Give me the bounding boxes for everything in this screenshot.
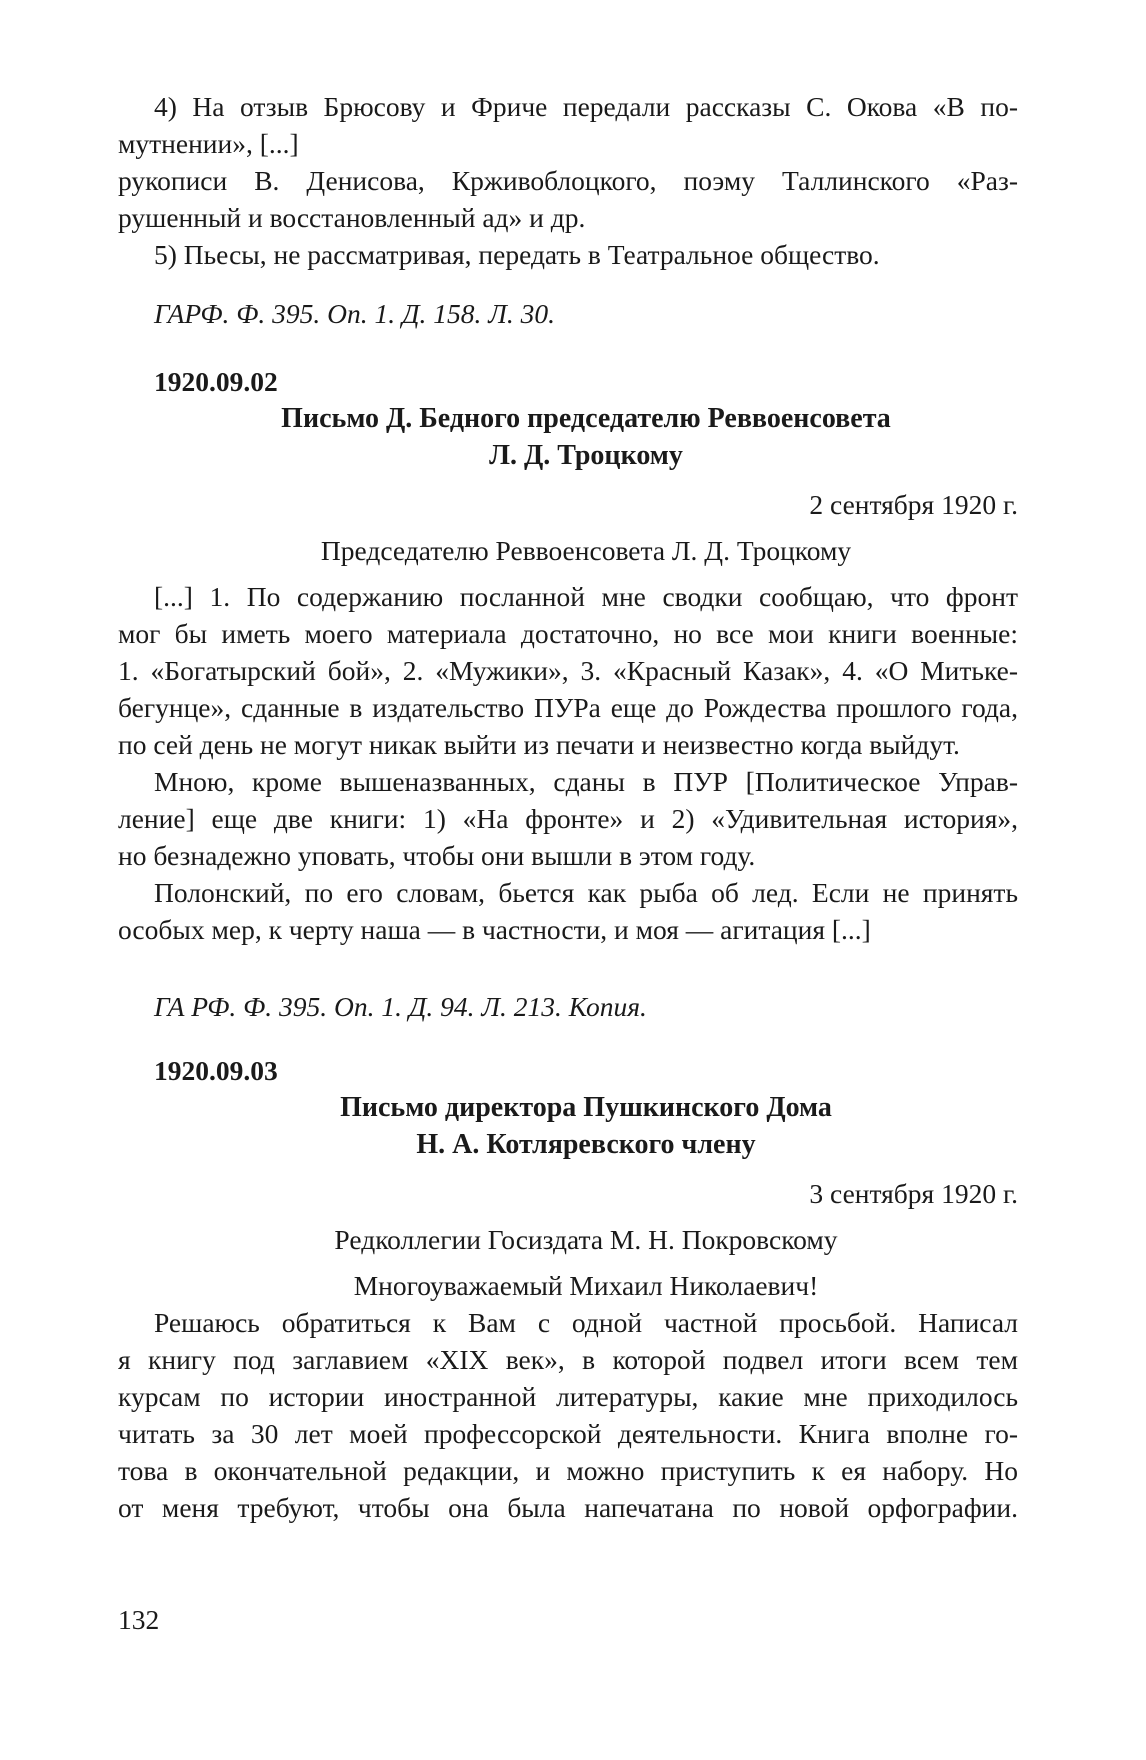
doc1-source-citation: ГА РФ. Ф. 395. Оп. 1. Д. 94. Л. 213. Копия. bbox=[154, 991, 647, 1022]
intro-line-3: рукописи В. Денисова, Крживоблоцкого, поэму Таллинского «Раз- bbox=[118, 165, 1018, 196]
intro-line-5: 5) Пьесы, не рассматривая, передать в Театральное общество. bbox=[154, 239, 880, 270]
doc2-line-6: от меня требуют, чтобы она была напечатана по новой орфографии. bbox=[118, 1492, 1018, 1523]
doc2-line-3: курсам по истории иностранной литературы, какие мне приходилось bbox=[118, 1381, 1018, 1412]
intro-source-citation: ГАРФ. Ф. 395. Оп. 1. Д. 158. Л. 30. bbox=[154, 298, 556, 329]
doc1-line-7: ление] еще две книги: 1) «На фронте» и 2) «Удивительная история», bbox=[118, 803, 1018, 834]
doc1-addressee: Председателю Реввоенсовета Л. Д. Троцкому bbox=[320, 535, 852, 566]
intro-line-1: 4) На отзыв Брюсову и Фриче передали рассказы С. Окова «В по- bbox=[154, 91, 1018, 122]
doc2-title-line-2: Н. А. Котляревского члену bbox=[416, 1129, 756, 1160]
doc2-line-4: читать за 30 лет моей профессорской деятельности. Книга вполне го- bbox=[118, 1418, 1018, 1449]
page-number: 132 bbox=[118, 1604, 160, 1635]
doc2-body bbox=[118, 1304, 1018, 1526]
doc2-code: 1920.09.03 bbox=[154, 1055, 278, 1086]
doc2-salutation: Многоуважаемый Михаил Николаевич! bbox=[353, 1270, 819, 1301]
doc1-line-3: 1. «Богатырский бой», 2. «Мужики», 3. «Красный Казак», 4. «О Митьке- bbox=[118, 655, 1018, 686]
doc1-title-line-1: Письмо Д. Бедного председателю Реввоенсовета bbox=[281, 403, 891, 434]
doc1-line-1: [...] 1. По содержанию посланной мне сводки сообщаю, что фронт bbox=[154, 581, 1018, 612]
doc1-line-6: Мною, кроме вышеназванных, сданы в ПУР [Политическое Управ- bbox=[154, 766, 1018, 797]
doc2-line-1: Решаюсь обратиться к Вам с одной частной просьбой. Написал bbox=[154, 1307, 1018, 1338]
doc1-body bbox=[118, 578, 1018, 948]
doc2-date: 3 сентября 1920 г. bbox=[809, 1178, 1018, 1209]
doc1-code: 1920.09.02 bbox=[154, 366, 278, 397]
doc1-date: 2 сентября 1920 г. bbox=[809, 489, 1018, 520]
page-body bbox=[118, 88, 1018, 1526]
doc1-title-line-2: Л. Д. Троцкому bbox=[489, 440, 683, 471]
doc1-line-2: мог бы иметь моего материала достаточно, но все мои книги военные: bbox=[118, 618, 1018, 649]
doc1-line-9: Полонский, по его словам, бьется как рыба об лед. Если не принять bbox=[154, 877, 1018, 908]
intro-block bbox=[118, 88, 1018, 273]
doc2-line-5: това в окончательной редакции, и можно приступить к ея набору. Но bbox=[118, 1455, 1018, 1486]
intro-line-4: рушенный и восстановленный ад» и др. bbox=[118, 202, 586, 233]
doc2-title-line-1: Письмо директора Пушкинского Дома bbox=[340, 1092, 832, 1123]
doc1-line-8: но безнадежно уповать, чтобы они вышли в этом году. bbox=[118, 840, 756, 871]
doc1-line-4: бегунце», сданные в издательство ПУРа еще до Рождества прошлого года, bbox=[118, 692, 1018, 723]
intro-line-2: мутнении», [...] bbox=[118, 128, 299, 159]
doc1-line-5: по сей день не могут никак выйти из печати и неизвестно когда выйдут. bbox=[118, 729, 960, 760]
doc1-line-10: особых мер, к черту наша — в частности, и моя — агитация [...] bbox=[118, 914, 871, 945]
doc2-addressee: Редколлегии Госиздата М. Н. Покровскому bbox=[334, 1224, 838, 1255]
doc2-line-2: я книгу под заглавием «XIX век», в которой подвел итоги всем тем bbox=[118, 1344, 1018, 1375]
